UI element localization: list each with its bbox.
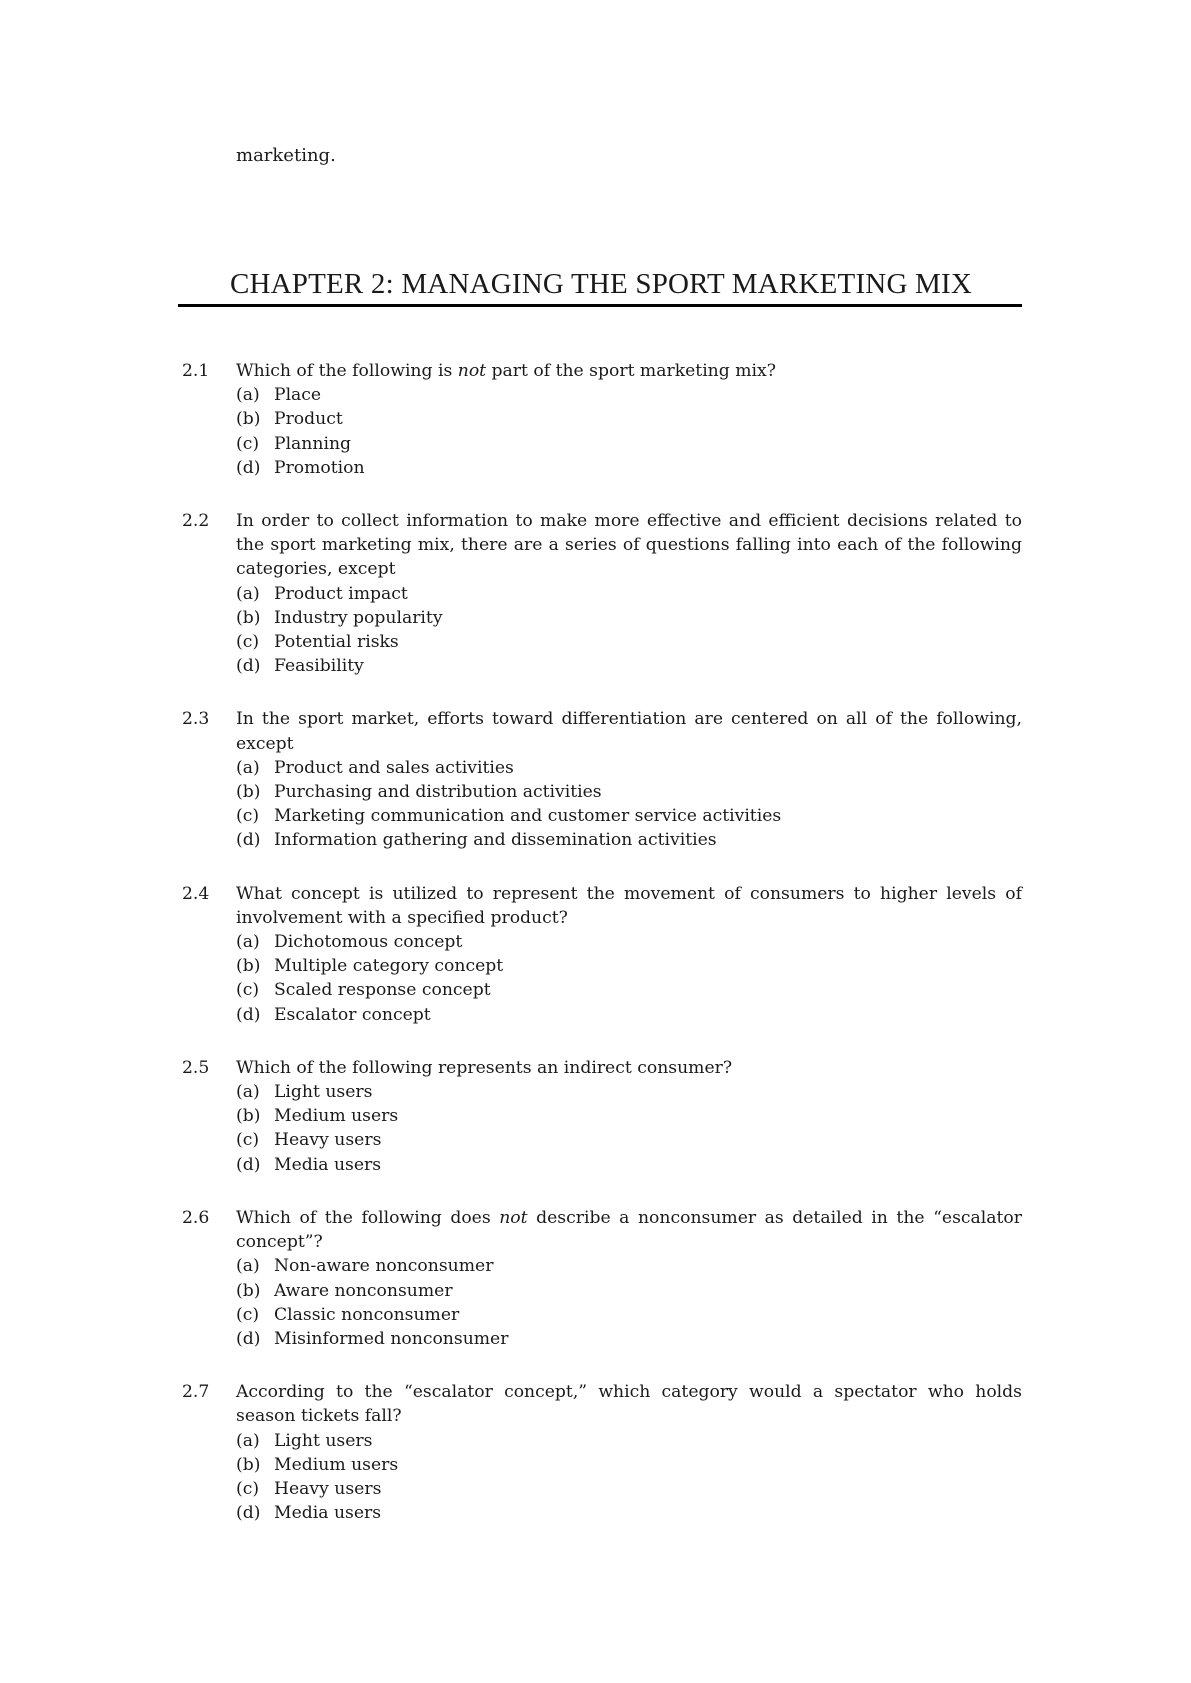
answer-option: (c) Scaled response concept (236, 980, 491, 1001)
question-text: Which of the following is not part of the sport marketing mix? (236, 361, 776, 381)
answer-option: (a) Product and sales activities (236, 757, 514, 778)
answer-option: (b) Industry popularity (236, 607, 443, 628)
answer-option: (c) Potential risks (236, 632, 399, 653)
question (182, 707, 1022, 852)
question (182, 1380, 1022, 1525)
answer-option: (c) Classic nonconsumer (236, 1304, 460, 1325)
question (182, 882, 1022, 1027)
answer-option: (d) Feasibility (236, 656, 364, 677)
answer-option: (b) Aware nonconsumer (236, 1280, 453, 1301)
answer-option: (a) Place (236, 385, 322, 406)
answer-option: (d) Information gathering and dissemination activities (236, 830, 717, 851)
question-text: Which of the following represents an indirect consumer? (236, 1057, 733, 1078)
question-text: In the sport market, efforts toward differentiation are centered on all of the following, except (236, 709, 1022, 754)
chapter-title: CHAPTER 2: MANAGING THE SPORT MARKETING MIX (229, 268, 973, 300)
question-text: Which of the following does not describe a nonconsumer as detailed in the “escalator concept”? (236, 1207, 1022, 1253)
question-text: In order to collect information to make more effective and efficient decisions related to the sport marketing mix, there are a series of questions falling into each of the following categories, except (236, 511, 1022, 580)
continuation-text: marketing. (236, 145, 336, 166)
answer-option: (a) Dichotomous concept (236, 932, 463, 953)
answer-option: (b) Medium users (236, 1106, 399, 1127)
question-number: 2.5 (182, 1057, 210, 1078)
answer-option: (b) Purchasing and distribution activities (236, 782, 602, 803)
title-rule (178, 304, 1022, 307)
question-number: 2.3 (182, 709, 210, 730)
question-number: 2.1 (182, 361, 210, 381)
answer-option: (d) Media users (236, 1154, 382, 1175)
question-text: According to the “escalator concept,” which category would a spectator who holds season tickets fall? (236, 1382, 1022, 1427)
question-number: 2.2 (182, 511, 210, 532)
answer-option: (b) Multiple category concept (236, 956, 504, 977)
answer-option: (d) Promotion (236, 457, 365, 478)
answer-option: (d) Misinformed nonconsumer (236, 1328, 509, 1349)
answer-option: (d) Escalator concept (236, 1004, 431, 1025)
question-number: 2.6 (182, 1207, 210, 1228)
question-list (182, 359, 1022, 1554)
question (182, 1056, 1022, 1177)
question-number: 2.4 (182, 883, 210, 904)
question (182, 359, 1022, 480)
question (182, 1206, 1022, 1351)
question (182, 509, 1022, 678)
answer-option: (a) Non-aware nonconsumer (236, 1256, 494, 1277)
question-text: What concept is utilized to represent the movement of consumers to higher levels of involvement with a specified product? (236, 883, 1022, 928)
answer-option: (b) Product (236, 409, 343, 430)
answer-option: (c) Marketing communication and customer service activities (236, 806, 782, 827)
answer-option: (a) Light users (236, 1082, 373, 1103)
answer-option: (c) Planning (236, 433, 352, 454)
answer-option: (d) Media users (236, 1503, 382, 1524)
answer-option: (c) Heavy users (236, 1130, 382, 1151)
question-number: 2.7 (182, 1382, 210, 1403)
answer-option: (a) Product impact (236, 583, 408, 604)
answer-option: (b) Medium users (236, 1454, 399, 1475)
answer-option: (c) Heavy users (236, 1478, 382, 1499)
answer-option: (a) Light users (236, 1430, 373, 1451)
